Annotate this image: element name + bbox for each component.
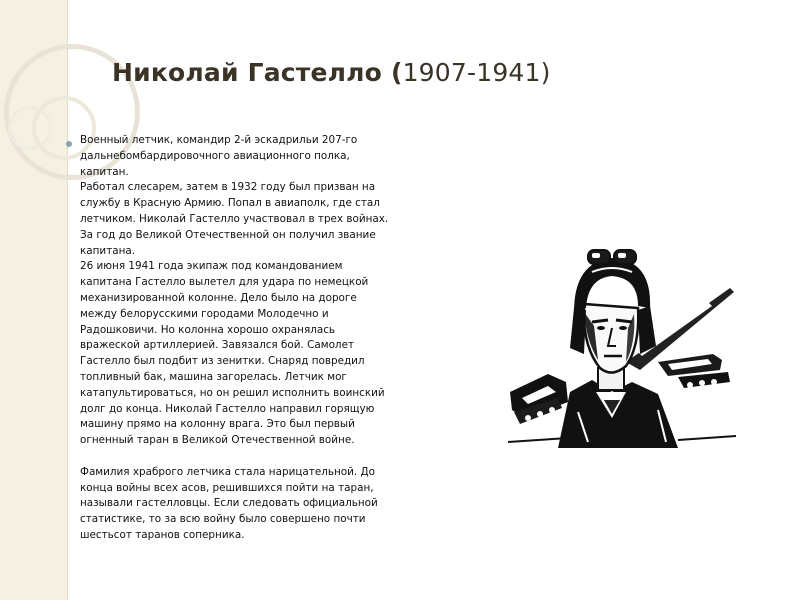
bullet-icon [66,141,72,147]
paragraph-career: Работал слесарем, затем в 1932 году был призван на службу в Красную Армию. Попал в авиаполк, где стал летчиком. Николай Гастелло участвовал в трех войнах. За год до Великой Отечественной он получил звание капитана. [80,181,389,257]
paragraph-spacer [80,449,392,465]
paragraph-legacy: Фамилия храброго летчика стала нарицательной. До конца войны всех асов, решившихся пойти на таран, называли гастелловцы. Если следовать официальной статистике, то за всю войну было совершено почти шестьсот таранов соперника. [80,465,378,541]
title-name: Николай Гастелло ( [112,58,403,87]
paragraph-battle: 26 июня 1941 года экипаж под командованием капитана Гастелло вылетел для удара по немецкой механизированной колонне. Дело было на дороге между белорусскими городами Молодечно и Радошковичи. Но колонна хорошо охранялась вражеской артиллерией. Завязался бой. Самолет Гастелло был подбит из зенитки. Снаряд повредил топливный бак, машина загорелась. Летчик мог катапультироваться, но он решил исполнить воинский долг до конца. Николай Гастелло направил горящую машину прямо на колонну врага. Это был первый огненный таран в Великой Отечественной войне. [80,260,385,447]
slide-title [112,58,551,87]
title-years: 1907-1941) [402,58,551,87]
pilot-portrait-illustration [508,242,736,448]
paragraph-intro: Военный летчик, командир 2-й эскадрильи 207-го дальнебомбардировочного авиационного полка, капитан. [80,134,358,178]
decorative-ring-small [8,106,52,150]
body-text [80,133,392,544]
